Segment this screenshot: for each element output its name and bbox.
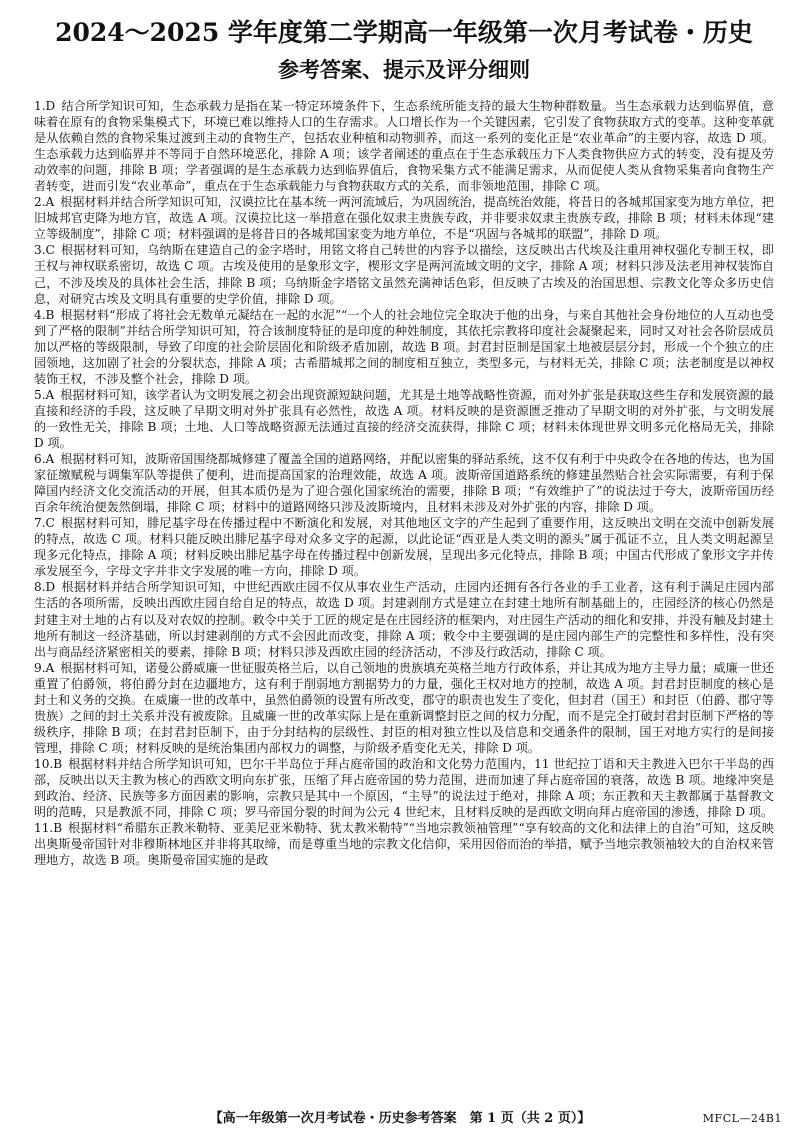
answer-option: A: [45, 387, 55, 402]
answer-item: [34, 194, 774, 242]
answer-explanation: 根据材料并结合所学知识可知，中世纪西欧庄园不仅从事农业生产活动，庄园内还拥有各行各业的手工业者，这有利于满足庄园内部生活的各项所需，反映出西欧庄园自给自足的特点，故选 D 项。封建剥削方式是建立在封建土地所有制基础上的，庄园经济的核心仍然是封建主对土地的占有以及对农奴的控制。敕令中关于工匠的规定是在庄园经济的框架内，对庄园生产活动的细化和安排，并没有触及封建土地所有制这一经济基础，所以封建剥削的方式不会因此而改变，排除 A 项；敕令中主要强调的是庄园内部生产的完整性和多样性，没有突出与商品经济紧密相关的要素，排除 B 项；材料只涉及西欧庄园的经济活动，不涉及行政活动，排除 C 项。: [34, 580, 774, 659]
page-title: 2024～2025 学年度第二学期高一年级第一次月考试卷・历史: [55, 18, 753, 47]
answer-explanation: 根据材料并结合所学知识可知，巴尔干半岛位于拜占庭帝国的政治和文化势力范围内，11 世纪拉丁语和天主教进入巴尔干半岛的西部，反映出以天主教为核心的西欧文明向东扩张，压缩了拜占庭帝国的势力范围，进而加速了拜占庭帝国的衰落，故选 B 项。地缘冲突是到政治、经济、民族等多方面因素的影响，宗教只是其中一个原因，“主导”的说法过于绝对，排除 A 项；东正教和天主教都属于基督教文明的范畴，只是教派不同，排除 C 项；罗马帝国分裂的时间为公元 4 世纪末，且材料反映的是西欧文明向拜占庭帝国的渗透，排除 D 项。: [34, 756, 774, 820]
answer-option: B: [45, 307, 55, 322]
answer-number: 1.: [34, 99, 46, 113]
answer-item: [34, 579, 774, 659]
answer-item: [34, 307, 774, 387]
answer-explanation: 根据材料“希腊东正教米勒特、亚美尼亚米勒特、犹太教米勒特”“当地宗教领袖管理”“享有较高的文化和法律上的自治”可知，这反映出奥斯曼帝国针对非穆斯林地区并非将其取缔，而是尊重当地的宗教文化信仰，采用因俗而治的举措，赋予当地宗教领袖较大的自治权来管理地方，故选 B 项。奥斯曼帝国实施的是政: [34, 821, 774, 868]
page-subtitle: 参考答案、提示及评分细则: [278, 57, 530, 82]
answer-option: A: [45, 452, 55, 467]
answer-number: 4.: [34, 307, 46, 322]
answer-number: 9.: [34, 660, 46, 675]
answer-explanation: 根据材料并结合所学知识可知，汉谟拉比在基本统一两河流域后，为巩固统治，提高统治效能，将昔日的各城邦国家变为地方单位，把旧城邦官吏降为地方官，故选 A 项。汉谟拉比这一举措意在强化奴隶主贵族专政，并非要求奴隶主贵族专政，排除 B 项；材料未体现“建立等级制度”，排除 C 项；材料强调的是将昔日的各城邦国家变为地方单位，不是“巩固与各城邦的联盟”，排除 D 项。: [34, 195, 774, 242]
answer-number: 8.: [34, 580, 46, 595]
footer-page-info: 【高一年级第一次月考试卷・历史参考答案 第 1 页（共 2 页）】: [209, 1111, 591, 1126]
answer-explanation: 根据材料“形成了将社会无数单元凝结在一起的水泥”“一个人的社会地位完全取决于他的出身，与来自其他社会身份地位的人互动也受到了严格的限制”并结合所学知识可知，符合该制度特征的是印度的种姓制度，其依托宗教将印度社会凝聚起来，同时又对社会各阶层成员加以严格的等级限制，导致了印度的社会阶层固化和阶级矛盾加剧，故选 B 项。封君封臣制是国家土地被层层分封，形成一个个独立的庄园领地，这加剧了社会的分裂状态，排除 A 项；古希腊城邦之间的制度相互独立，类型多元，与材料无关，排除 C 项；法老制度是以神权装饰王权，不涉及整个社会，排除 D 项。: [34, 307, 774, 386]
answer-item: [34, 515, 774, 579]
answer-option: C: [45, 243, 55, 258]
answer-item: [34, 242, 774, 306]
answer-item: [34, 98, 774, 194]
answer-explanation: 根据材料可知，诺曼公爵威廉一世征服英格兰后，以自己领地的贵族填充英格兰地方行政体系，并让其成为地方主导力量；威廉一世还重置了伯爵领，将伯爵分封在边疆地方，这有利于削弱地方割据势力的力量，强化王权对地方的控制，故选 A 项。封君封臣制度的核心是封土和义务的交换。在威廉一世的改革中，虽然伯爵领的设置有所改变，郡守的职责也发生了变化，但封君（国王）和封臣（伯爵、郡守等贵族）之间的封土关系并没有被废除。且威廉一世的改革实际上是在重新调整封臣之间的权力分配，而不是完全打破封君封臣制下严格的等级秩序，排除 B 项；在封君封臣制下，由于分封结构的层级性、封臣的相对独立性以及信息和交通条件的限制，国王对地方实行的是间接管理，排除 C 项；材料反映的是统治集团内部权力的调整，与阶级矛盾变化无关，排除 D 项。: [34, 660, 774, 755]
answer-explanation: 根据材料可知，乌纳斯在建造自己的金字塔时，用铭文将自己转世的内容予以描绘，这反映出古代埃及注重用神权强化专制王权，即王权与神权联系密切，故选 C 项。古埃及使用的是象形文字，楔形文字是两河流域文明的文字，排除 A 项；材料只涉及法老用神权装饰自己，不涉及埃及的具体社会生活，排除 B 项；乌纳斯金字塔铭文虽然充满神话色彩，但反映了古埃及的治国思想、宗教文化等众多历史信息，对研究古埃及文明具有重要的史学价值，排除 D 项。: [34, 243, 774, 306]
answer-item: [34, 756, 774, 820]
answer-number: 7.: [34, 516, 46, 531]
answer-item: [34, 820, 774, 868]
answer-number: 2.: [34, 195, 46, 210]
answer-explanation: 根据材料可知，波斯帝国围绕都城修建了覆盖全国的道路网络，并配以密集的驿站系统，这不仅有利于中央政令在各地的传达，也为国家征缴赋税与调集军队等提供了便利，进而提高国家的治理效能，故选 A 项。波斯帝国道路系统的修建虽然贴合社会实际需要，有利于保障国内经济文化交流活动的开展，但其本质仍是为了迎合强化国家统治的需要，排除 B 项；“有效维护了”的说法过于夸大，波斯帝国历经百余年统治便轰然倒塌，排除 C 项；材料中的道路网络只涉及波斯境内，且材料未涉及对外扩张的内容，排除 D 项。: [34, 452, 774, 515]
answer-option: D: [45, 99, 56, 113]
answer-option: C: [45, 516, 55, 531]
answer-item: [34, 451, 774, 515]
answer-number: 11.: [34, 821, 54, 836]
answer-option: A: [45, 195, 55, 210]
answer-option: B: [53, 756, 63, 771]
answer-explanation: 根据材料可知，腓尼基字母在传播过程中不断演化和发展，对其他地区文字的产生起到了重要作用，这反映出文明在交流中创新发展的特点，故选 C 项。材料只能反映出腓尼基字母对众多文字的起源，以此论证“西亚是人类文明的源头”属于孤证不立，且人类文明起源呈现多元化特点，排除 A 项；材料反映出腓尼基字母在传播过程中创新发展，呈现出多元化特点，排除 B 项；中国古代形成了象形文字并传承发展至今，字母文字并非文字发展的唯一方向，排除 D 项。: [34, 516, 774, 579]
page-footer: [0, 1109, 800, 1129]
answer-explanation: 根据材料可知，该学者认为文明发展之初会出现资源短缺问题，尤其是土地等战略性资源，而对外扩张是获取这些生存和发展资源的最直接和经济的手段，这反映了早期文明对外扩张具有必然性，故选 A 项。材料反映的是资源匮乏推动了早期文明的对外扩张，与文明发展的一致性无关，排除 B 项；土地、人口等战略资源无法通过直接的经济交流获得，排除 C 项；材料未体现世界文明多元化格局无关，排除 D 项。: [34, 387, 774, 450]
answer-list: [34, 98, 774, 868]
answer-number: 6.: [34, 452, 46, 467]
answer-option: A: [45, 660, 55, 675]
answer-number: 10.: [34, 756, 54, 771]
answer-item: [34, 660, 774, 756]
footer-exam-code: MFCL—24B1: [702, 1112, 782, 1125]
answer-number: 5.: [34, 387, 46, 402]
answer-option: D: [45, 580, 56, 595]
answer-explanation: 结合所学知识可知，生态承载力是指在某一特定环境条件下，生态系统所能支持的最大生物种群数量。当生态承载力达到临界值，意味着在原有的食物采集模式下，环境已难以维持人口的生存需求。人口增长作为一个关键因素，它引发了食物获取方式的变革。这种变革就是从依赖自然的食物采集过渡到主动的食物生产，包括农业种植和动物驯养，而这一系列的变化正是“农业革命”的主要内容，故选 D 项。生态承载力达到临界并不等同于自然环境恶化，排除 A 项；该学者阐述的重点在于生态承载压力下人类食物供应方式的转变，没有提及劳动效率的问题，排除 B 项；学者强调的是生态承载力达到临界值后，食物采集方式不能满足需求，从而促使人类从食物采集者向食物生产者转变，进而引发“农业革命”，重点在于生态承载能力与食物获取方式的关系，而非领地范围，排除 C 项。: [34, 99, 774, 194]
answer-item: [34, 387, 774, 451]
answer-option: B: [53, 821, 63, 836]
answer-number: 3.: [34, 243, 46, 258]
